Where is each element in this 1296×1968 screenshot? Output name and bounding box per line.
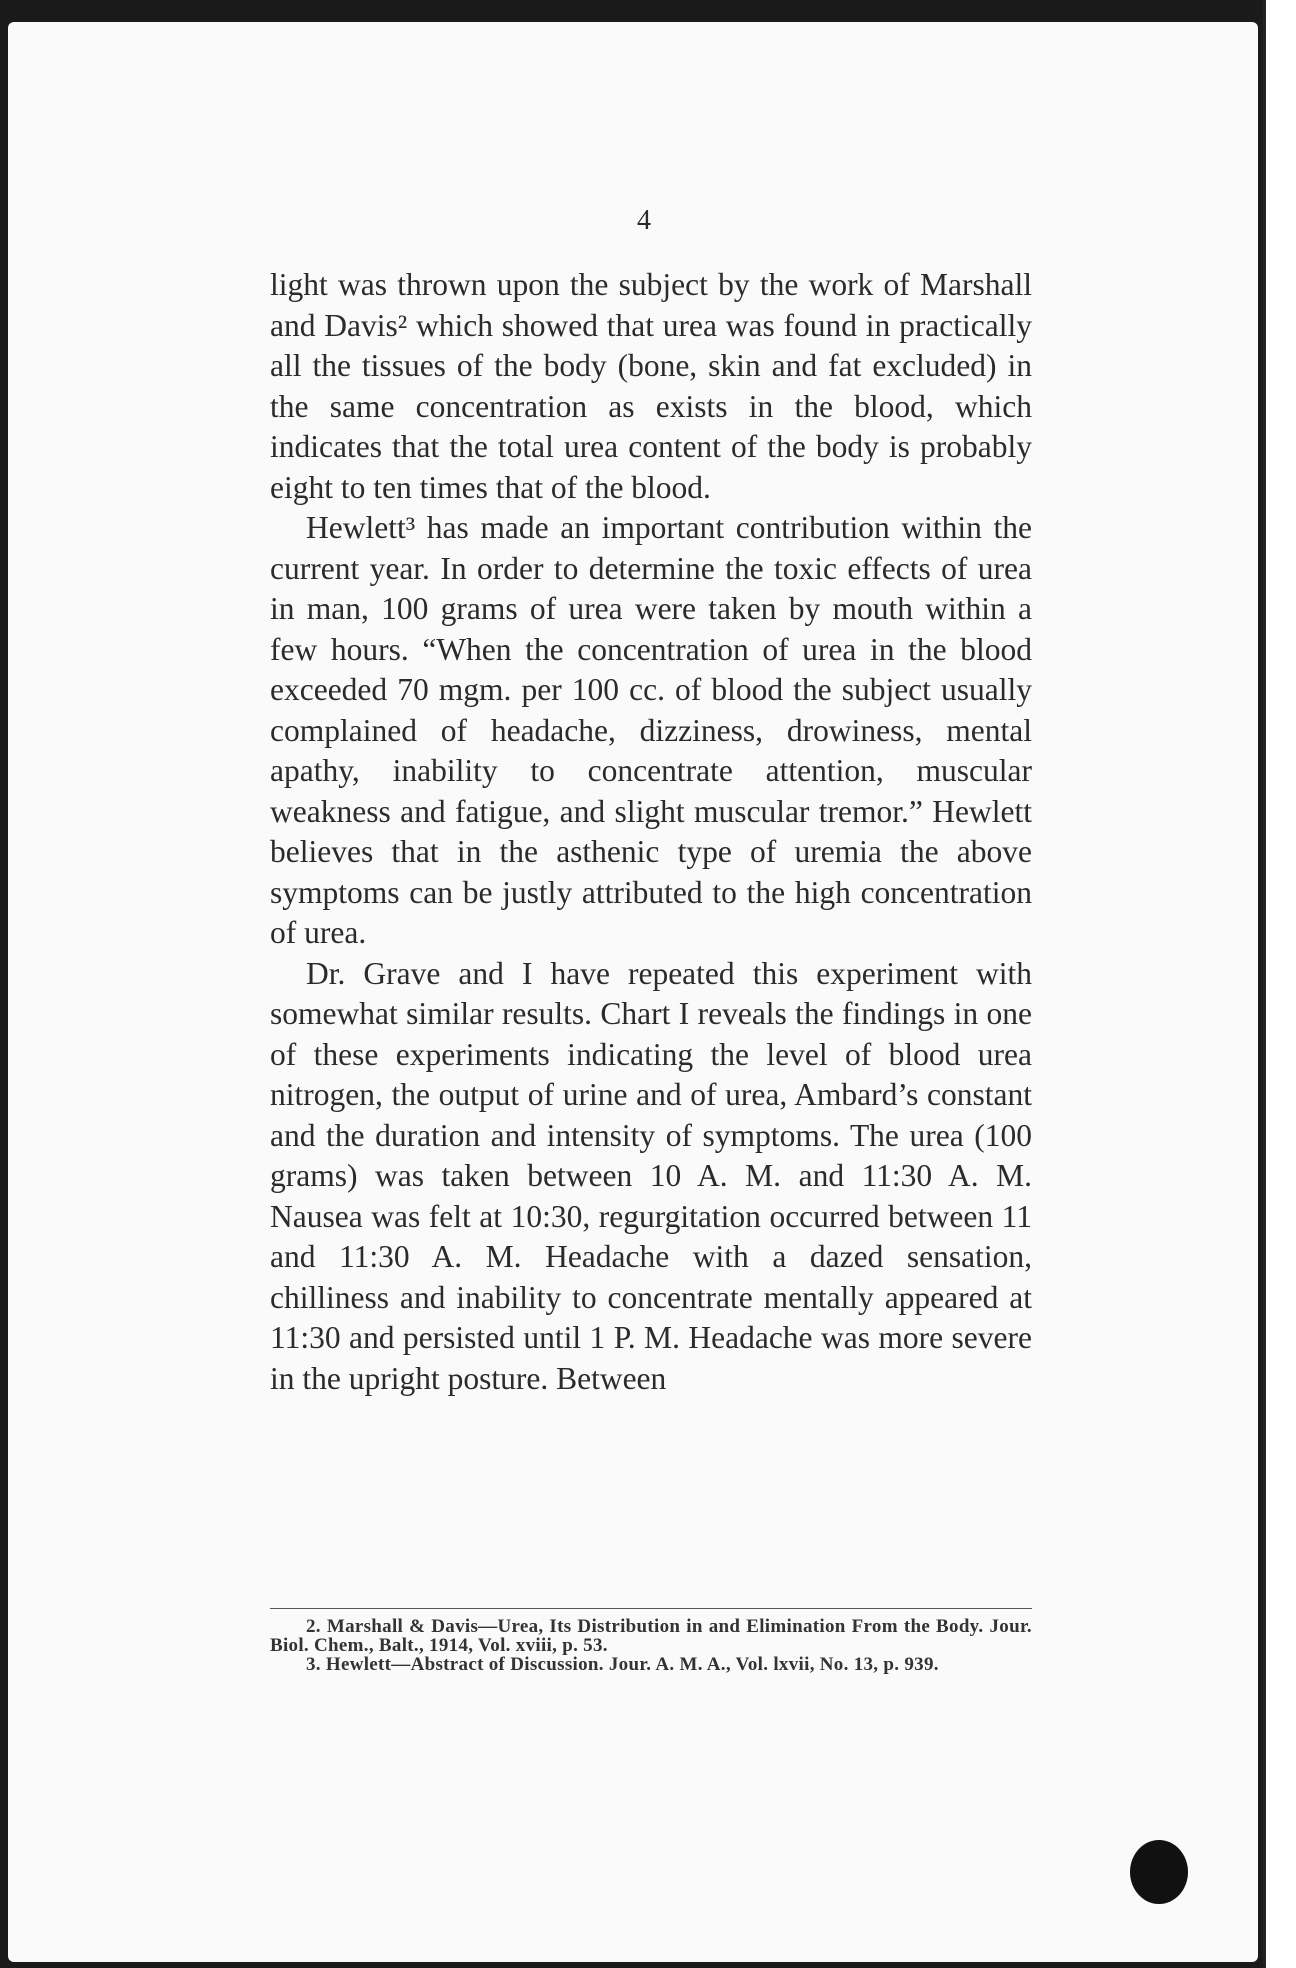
page-number: 4: [637, 205, 651, 236]
footnotes: [270, 1617, 1032, 1674]
footnote-divider: [270, 1608, 1032, 1609]
footnote-2: 2. Marshall & Davis—Urea, Its Distribution in and Elimination From the Body. Jour. Biol. Chem., Balt., 1914, Vol. xviii, p. 53.: [270, 1616, 1032, 1656]
body-text: [270, 265, 1032, 1399]
paragraph-3: Dr. Grave and I have repeated this experiment with somewhat similar results. Chart I reveals the findings in one of these experiments indicating the level of blood urea nitrogen, the output of urine and of urea, Ambard’s constant and the duration and intensity of symptoms. The urea (100 grams) was taken between 10 A. M. and 11:30 A. M. Nausea was felt at 10:30, regurgitation occurred between 11 and 11:30 A. M. Headache with a dazed sensation, chilliness and inability to concentrate mentally appeared at 11:30 and persisted until 1 P. M. Headache was more severe in the upright posture. Between: [270, 955, 1032, 1396]
page-edge: [1263, 0, 1296, 1968]
binding-hole: [1130, 1840, 1188, 1904]
footnote-3: 3. Hewlett—Abstract of Discussion. Jour. A. M. A., Vol. lxvii, No. 13, p. 939.: [306, 1654, 939, 1675]
paragraph-1: light was thrown upon the subject by the work of Marshall and Davis² which showed that urea was found in practically all the tissues of the body (bone, skin and fat excluded) in the same concentration as exists in the blood, which indicates that the total urea content of the body is probably eight to ten times that of the blood.: [270, 267, 1032, 505]
paragraph-2: Hewlett³ has made an important contribution within the current year. In order to determine the toxic effects of urea in man, 100 grams of urea were taken by mouth within a few hours. “When the concentration of urea in the blood exceeded 70 mgm. per 100 cc. of blood the subject usually complained of headache, dizziness, drowiness, mental apathy, inability to concentrate attention, muscular weakness and fatigue, and slight muscular tremor.” Hewlett believes that in the asthenic type of uremia the above symptoms can be justly attributed to the high concentration of urea.: [270, 510, 1032, 950]
